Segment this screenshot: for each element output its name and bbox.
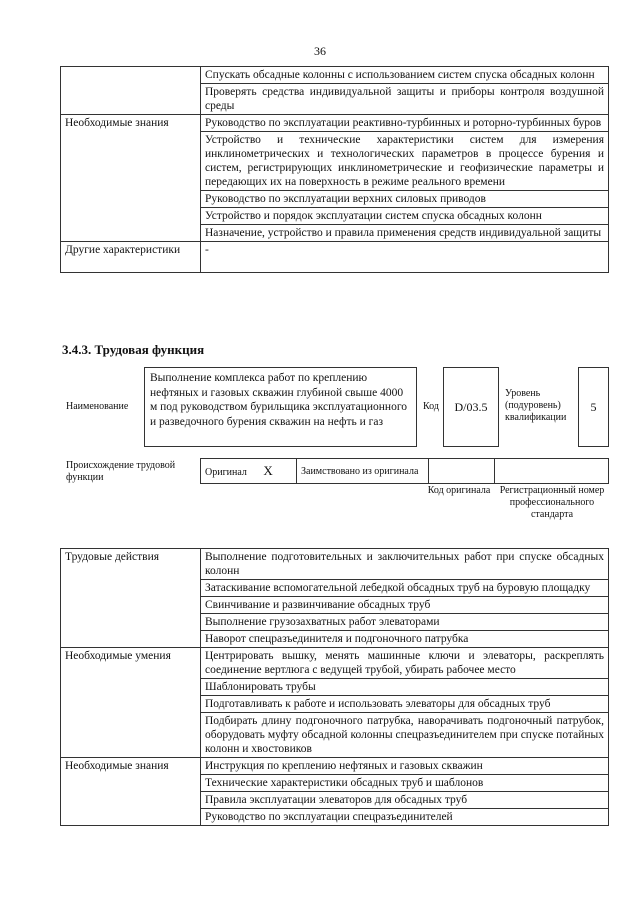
list-item: Руководство по эксплуатации верхних силовых приводов	[201, 191, 609, 208]
list-item: Инструкция по креплению нефтяных и газовых скважин	[201, 758, 609, 775]
table-row	[61, 67, 609, 84]
list-item: Руководство по эксплуатации спецразъединителей	[201, 809, 609, 826]
table-row	[61, 242, 609, 273]
list-item: Руководство по эксплуатации реактивно-турбинных и роторно-турбинных буров	[201, 115, 609, 132]
qualification-level-box: 5	[578, 367, 609, 447]
top-requirements-table	[60, 66, 609, 273]
row-label-required-skills: Необходимые умения	[61, 648, 201, 758]
list-item: Свинчивание и развинчивание обсадных труб	[201, 597, 609, 614]
list-item: Затаскивание вспомогательной лебедкой обсадных труб на буровую площадку	[201, 580, 609, 597]
labor-function-table	[60, 548, 609, 826]
borrowed-cell: Заимствовано из оригинала	[297, 459, 429, 484]
original-cell	[201, 459, 297, 484]
original-code-cell	[429, 459, 495, 484]
level-label: Уровень (подуровень) квалификации	[505, 388, 567, 423]
list-item: Шаблонировать трубы	[201, 679, 609, 696]
code-caption: Код оригинала	[427, 485, 491, 496]
list-item: Устройство и порядок эксплуатации систем спуска обсадных колонн	[201, 208, 609, 225]
registration-caption: Регистрационный номер профессионального стандарта	[499, 485, 605, 520]
list-item: -	[201, 242, 609, 273]
list-item: Подготавливать к работе и использовать элеваторы для обсадных труб	[201, 696, 609, 713]
name-label: Наименование	[66, 401, 129, 412]
registration-number-cell	[495, 459, 609, 484]
list-item: Выполнение подготовительных и заключительных работ при спуске обсадных колонн	[201, 549, 609, 580]
table-row	[61, 648, 609, 679]
list-item: Проверять средства индивидуальной защиты и приборы контроля воздушной среды	[201, 84, 609, 115]
function-code-box: D/03.5	[443, 367, 499, 447]
origin-table	[200, 458, 609, 484]
row-label-labor-actions: Трудовые действия	[61, 549, 201, 648]
list-item: Центрировать вышку, менять машинные ключи и элеваторы, раскреплять соединение вертлюга с ведущей трубой, убирать рабочее место	[201, 648, 609, 679]
list-item: Технические характеристики обсадных труб и шаблонов	[201, 775, 609, 792]
page-number: 36	[314, 44, 326, 58]
section-heading: 3.4.3. Трудовая функция	[62, 342, 205, 357]
table-row	[61, 549, 609, 580]
original-mark: X	[263, 462, 273, 478]
row-label-required-knowledge: Необходимые знания	[61, 115, 201, 242]
list-item: Правила эксплуатации элеваторов для обсадных труб	[201, 792, 609, 809]
function-name-box: Выполнение комплекса работ по креплению нефтяных и газовых скважин глубиной свыше 4000 м под руководством бурильщика эксплуатационного и разведочного бурения скважин на нефть и газ	[144, 367, 417, 447]
list-item: Выполнение грузозахватных работ элеваторами	[201, 614, 609, 631]
table-row	[61, 115, 609, 132]
original-label: Оригинал	[205, 466, 247, 478]
row-label	[61, 67, 201, 115]
table-row	[61, 758, 609, 775]
code-label: Код	[423, 401, 439, 412]
list-item: Устройство и технические характеристики систем для измерения инклинометрических и технологических параметров в процессе бурения и систем, регистрирующих инклинометрические и геофизические параметры и передающих их на поверхность в режиме реального времени	[201, 132, 609, 191]
list-item: Наворот спецразъединителя и подгоночного патрубка	[201, 631, 609, 648]
row-label-other-characteristics: Другие характеристики	[61, 242, 201, 273]
list-item: Спускать обсадные колонны с использованием систем спуска обсадных колонн	[201, 67, 609, 84]
list-item: Подбирать длину подгоночного патрубка, наворачивать подгоночный патрубок, оборудовать муфту обсадной колонны спецразъединителем при спуске потайных колонн и хвостовиков	[201, 713, 609, 758]
origin-label: Происхождение трудовой функции	[66, 460, 176, 483]
row-label-required-knowledge: Необходимые знания	[61, 758, 201, 826]
list-item: Назначение, устройство и правила применения средств индивидуальной защиты	[201, 225, 609, 242]
